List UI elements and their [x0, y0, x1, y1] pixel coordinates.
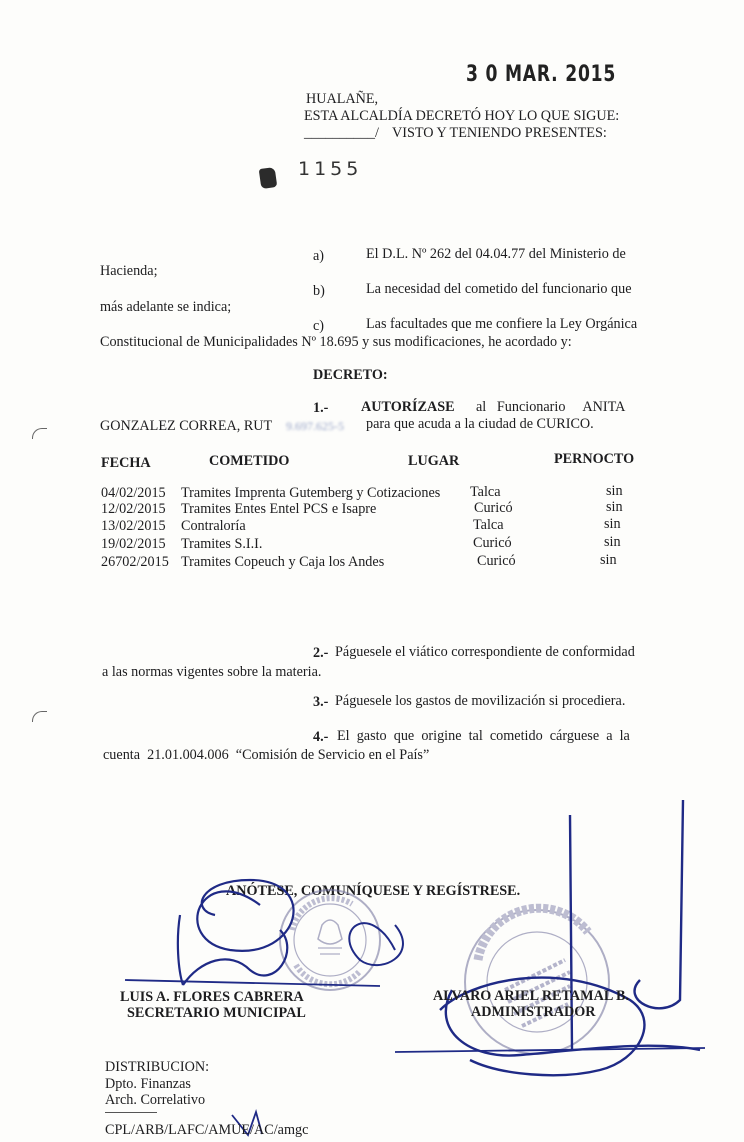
alcaldia-line: ESTA ALCALDÍA DECRETÓ HOY LO QUE SIGUE:	[304, 108, 620, 124]
article2-text: Páguesele el viático correspondiente de conformidad	[335, 644, 635, 660]
article4-text: El gasto que origine tal cometido cárguese a la	[337, 728, 630, 744]
row5-cometido: Tramites Copeuch y Caja los Andes	[181, 554, 385, 570]
row2-lugar: Curicó	[474, 500, 513, 516]
article1-tail: para que acuda a la ciudad de CURICO.	[366, 416, 594, 432]
row4-fecha: 19/02/2015	[101, 536, 166, 552]
row5-pernocto: sin	[600, 552, 617, 568]
header-cometido: COMETIDO	[209, 453, 290, 469]
row1-lugar: Talca	[470, 484, 501, 500]
municipal-seal-right	[465, 908, 609, 1054]
header-fecha: FECHA	[101, 455, 151, 471]
row4-pernocto: sin	[604, 534, 621, 550]
distribution-item: Dpto. Finanzas	[105, 1076, 191, 1092]
row4-cometido: Tramites S.I.I.	[181, 536, 263, 552]
row2-fecha: 12/02/2015	[101, 501, 166, 517]
consideration-b-cont: más adelante se indica;	[100, 299, 232, 315]
consideration-c-cont: Constitucional de Municipalidades Nº 18.695 y sus modificaciones, he acordado y:	[100, 334, 572, 350]
row1-fecha: 04/02/2015	[101, 485, 166, 501]
consideration-a-letter: a)	[313, 248, 325, 264]
place-line: HUALAÑE,	[306, 91, 379, 107]
left-signatory-name: LUIS A. FLORES CABRERA	[120, 989, 304, 1005]
consideration-a-cont: Hacienda;	[100, 263, 158, 279]
row3-pernocto: sin	[604, 516, 621, 532]
distribution-title: DISTRIBUCION:	[105, 1059, 210, 1075]
distribution-item: Arch. Correlativo	[105, 1092, 206, 1108]
signature-left	[178, 880, 294, 985]
row2-cometido: Tramites Entes Entel PCS e Isapre	[181, 501, 377, 517]
consideration-a-text: El D.L. Nº 262 del 04.04.77 del Ministerio de	[366, 246, 626, 262]
decree-number: 1155	[298, 158, 363, 180]
rut-redacted: 9.697.625-5	[286, 419, 344, 433]
row3-lugar: Talca	[473, 517, 504, 533]
row5-lugar: Curicó	[477, 553, 516, 569]
initials-line: CPL/ARB/LAFC/AMUE/AC/amgc	[105, 1122, 309, 1138]
decreto-title: DECRETO:	[313, 367, 388, 383]
article4-num: 4.-	[313, 729, 329, 745]
header-pernocto: PERNOCTO	[554, 451, 635, 467]
row5-fecha: 26702/2015	[101, 554, 169, 570]
municipal-seal-left	[280, 890, 380, 990]
left-signatory-title: SECRETARIO MUNICIPAL	[127, 1005, 306, 1021]
row4-lugar: Curicó	[473, 535, 512, 551]
article3-num: 3.-	[313, 694, 329, 710]
row1-cometido: Tramites Imprenta Gutemberg y Cotizaciones	[181, 485, 441, 501]
row2-pernocto: sin	[606, 499, 623, 515]
row1-pernocto: sin	[606, 483, 623, 499]
row3-cometido: Contraloría	[181, 518, 246, 534]
article4-cont: cuenta 21.01.004.006 “Comisión de Servicio en el País”	[103, 747, 430, 763]
article2-num: 2.-	[313, 645, 329, 661]
article1-verb: AUTORÍZASE	[361, 399, 455, 415]
visto-line: VISTO Y TENIENDO PRESENTES:	[392, 125, 607, 141]
consideration-c-text: Las facultades que me confiere la Ley Orgánica	[366, 316, 638, 332]
consideration-c-letter: c)	[313, 318, 325, 334]
closing-line: ANÓTESE, COMUNÍQUESE Y REGÍSTRESE.	[226, 883, 521, 899]
consideration-b-text: La necesidad del cometido del funcionario que	[366, 281, 632, 297]
visto-blank: __________/	[304, 125, 379, 141]
consideration-b-letter: b)	[313, 283, 325, 299]
signature-right	[440, 800, 700, 1075]
row3-fecha: 13/02/2015	[101, 518, 166, 534]
article2-cont: a las normas vigentes sobre la materia.	[102, 664, 322, 680]
article3-text: Páguesele los gastos de movilización si procediera.	[335, 693, 626, 709]
header-lugar: LUGAR	[408, 453, 460, 469]
article1-num: 1.-	[313, 400, 329, 416]
separator-line	[105, 1112, 157, 1113]
article1-rest: al Funcionario ANITA	[476, 399, 626, 415]
right-signatory-name: ALVARO ARIEL RETAMAL B.	[433, 988, 630, 1004]
right-signatory-title: ADMINISTRADOR	[471, 1004, 596, 1020]
date-stamp: 3 0 MAR. 2015	[466, 62, 617, 87]
article1-name: GONZALEZ CORREA, RUT	[100, 418, 273, 434]
